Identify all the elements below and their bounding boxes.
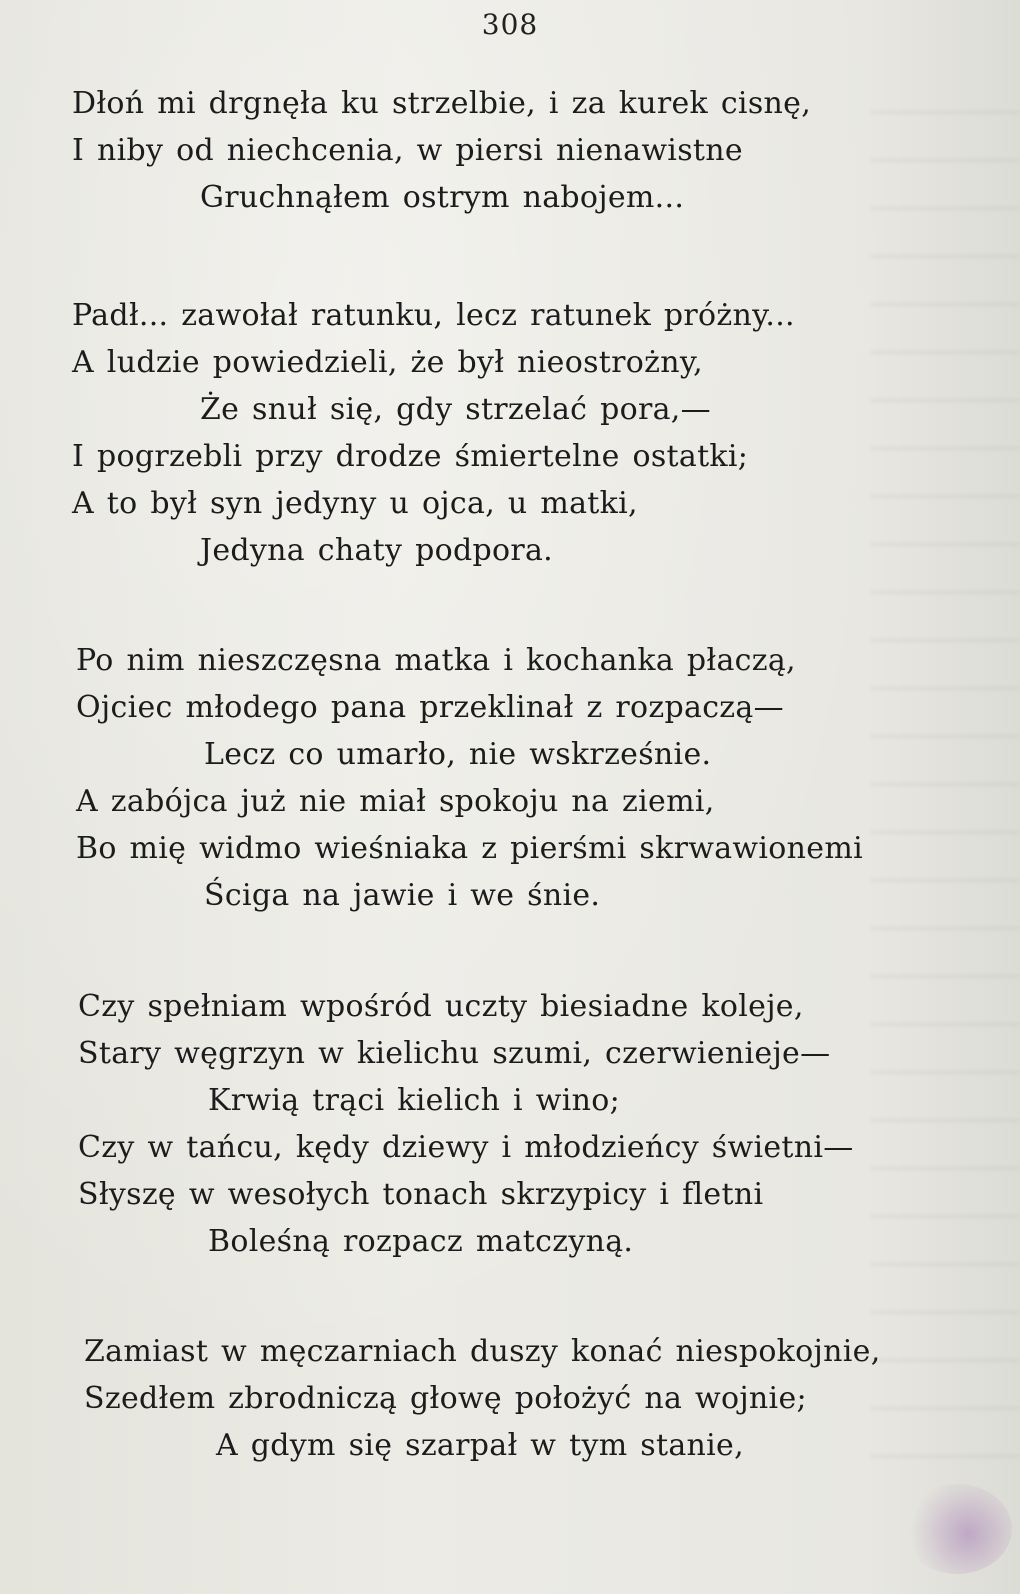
stanza-1	[0, 80, 940, 221]
poem-line: Słyszę w wesołych tonach skrzypicy i fletni	[78, 1177, 764, 1212]
poem-line: A gdym się szarpał w tym stanie,	[216, 1428, 744, 1463]
poem-line: Jedyna chaty podpora.	[200, 533, 554, 568]
poem-line: I niby od niechcenia, w piersi nienawistne	[72, 133, 743, 168]
poem-line: A to był syn jedyny u ojca, u matki,	[72, 486, 638, 521]
poem-line: Ojciec młodego pana przeklinał z rozpaczą—	[76, 690, 784, 725]
poem-line: A ludzie powiedzieli, że był nieostrożny,	[72, 345, 703, 380]
poem-line: Czy spełniam wpośród uczty biesiadne koleje,	[78, 989, 804, 1024]
poem-line: Dłoń mi drgnęła ku strzelbie, i za kurek cisnę,	[72, 86, 812, 121]
stanza-5	[0, 1328, 940, 1469]
poem-line: Stary węgrzyn w kielichu szumi, czerwienieje—	[78, 1036, 831, 1071]
poem-line: Zamiast w męczarniach duszy konać niespokojnie,	[84, 1334, 881, 1369]
poem-line: Bo mię widmo wieśniaka z pierśmi skrwawionemi	[76, 831, 863, 866]
poem-line: Że snuł się, gdy strzelać pora,—	[200, 392, 711, 427]
library-stamp	[902, 1484, 1012, 1574]
stanza-2	[0, 292, 940, 574]
poem-line: Lecz co umarło, nie wskrześnie.	[204, 737, 712, 772]
page-number: 308	[481, 8, 539, 41]
poem-line: Boleśną rozpacz matczyną.	[208, 1224, 634, 1259]
poem-line: A zabójca już nie miał spokoju na ziemi,	[76, 784, 715, 819]
poem-line: Czy w tańcu, kędy dziewy i młodzieńcy świetni—	[78, 1130, 854, 1165]
poem-line: Gruchnąłem ostrym nabojem...	[200, 180, 685, 215]
poem-line: Padł... zawołał ratunku, lecz ratunek próżny...	[72, 298, 795, 333]
poem-line: Po nim nieszczęsna matka i kochanka płaczą,	[76, 643, 796, 678]
poem-line: Ściga na jawie i we śnie.	[204, 878, 601, 913]
stanza-4	[0, 983, 940, 1265]
poem-line: Szedłem zbrodniczą głowę położyć na wojnie;	[84, 1381, 807, 1416]
poem-line: I pogrzebli przy drodze śmiertelne ostatki;	[72, 439, 749, 474]
poem-line: Krwią trąci kielich i wino;	[208, 1083, 621, 1118]
stanza-3	[0, 637, 940, 919]
